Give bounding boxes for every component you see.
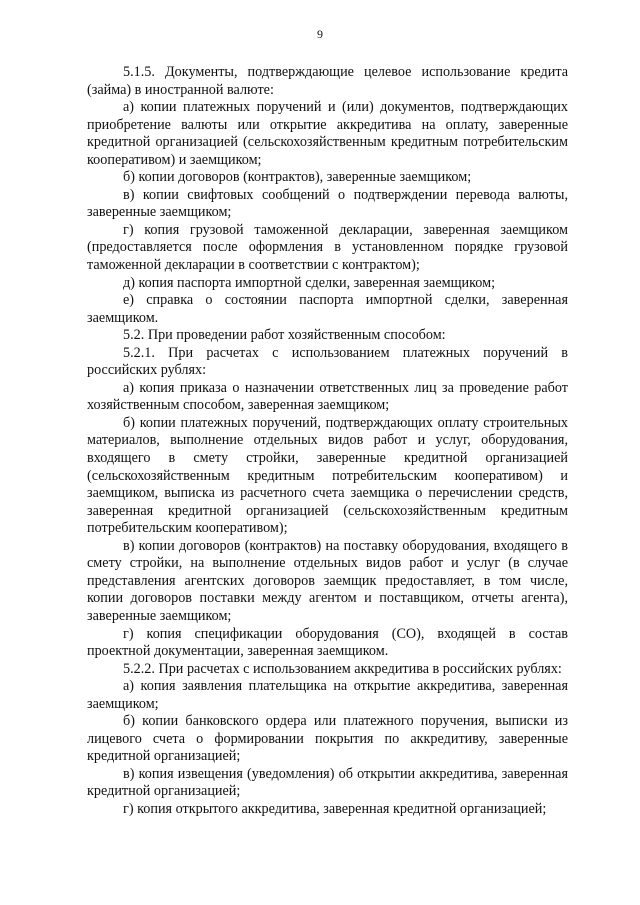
list-item-a-order-copy: а) копия приказа о назначении ответственных лиц за проведение работ хозяйственным способом, заверенная заемщиком; xyxy=(87,379,568,414)
section-heading-5-2-1: 5.2.1. При расчетах с использованием платежных поручений в российских рублях: xyxy=(87,344,568,379)
list-item-v-swift-messages: в) копии свифтовых сообщений о подтверждении перевода валюты, заверенные заемщиком; xyxy=(87,186,568,221)
list-item-a-application: а) копия заявления плательщика на открытие аккредитива, заверенная заемщиком; xyxy=(87,678,568,712)
document-body xyxy=(87,64,568,819)
list-item-e-passport-status: е) справка о состоянии паспорта импортной сделки, заверенная заемщиком. xyxy=(87,292,568,326)
list-item-b-contracts: б) копии договоров (контрактов), заверенные заемщиком; xyxy=(123,169,472,186)
list-item-b-bank-order: б) копии банковского ордера или платежного поручения, выписки из лицевого счета о формировании покрытия по аккредитиву, заверенные кредитной организацией; xyxy=(87,713,568,765)
section-heading-5-2-2: 5.2.2. При расчетах с использованием аккредитива в российских рублях: xyxy=(123,660,562,677)
section-heading-5-2: 5.2. При проведении работ хозяйственным способом: xyxy=(123,327,446,344)
list-item-g-customs-declaration: г) копия грузовой таможенной декларации, заверенная заемщиком (предоставляется после оформления в установленном порядке грузовой таможенной декларации в соответствии с контрактом); xyxy=(87,221,568,274)
list-item-g-open-letter-of-credit: г) копия открытого аккредитива, заверенная кредитной организацией; xyxy=(123,800,547,817)
list-item-a-payment-orders: а) копии платежных поручений и (или) документов, подтверждающих приобретение валюты или открытие аккредитива на оплату, заверенные кредитной организацией (сельскохозяйственным кредитным потребительским кооперативом) и заемщиком; xyxy=(87,99,568,168)
list-item-v-supply-contracts: в) копии договоров (контрактов) на поставку оборудования, входящего в смету стройки, на выполнение отдельных видов работ и услуг (в случае представления агентских договоров заемщик предоставляет, в том числе, копии договоров поставки между агентом и поставщиком, отчеты агента), заверенные заемщиком; xyxy=(87,537,568,624)
list-item-b-payment-orders: б) копии платежных поручений, подтверждающих оплату строительных материалов, выполнение отдельных видов работ и услуг, оборудования, входящего в смету стройки, заверенные кредитной организацией (сельскохозяйственным кредитным потребительским кооперативом) и заемщиком, выписка из расчетного счета заемщика о перечислении средств, заверенная кредитной организацией (сельскохозяйственным кредитным потребительским кооперативом); xyxy=(87,414,568,537)
list-item-v-notification: в) копия извещения (уведомления) об открытии аккредитива, заверенная кредитной организацией; xyxy=(87,765,568,800)
section-heading-5-1-5: 5.1.5. Документы, подтверждающие целевое использование кредита (займа) в иностранной валюте: xyxy=(87,64,568,98)
list-item-d-import-passport: д) копия паспорта импортной сделки, заверенная заемщиком; xyxy=(123,274,496,291)
list-item-g-equipment-spec: г) копия спецификации оборудования (СО), входящей в состав проектной документации, заверенная заемщиком. xyxy=(87,625,568,660)
page-number: 9 xyxy=(317,27,323,41)
